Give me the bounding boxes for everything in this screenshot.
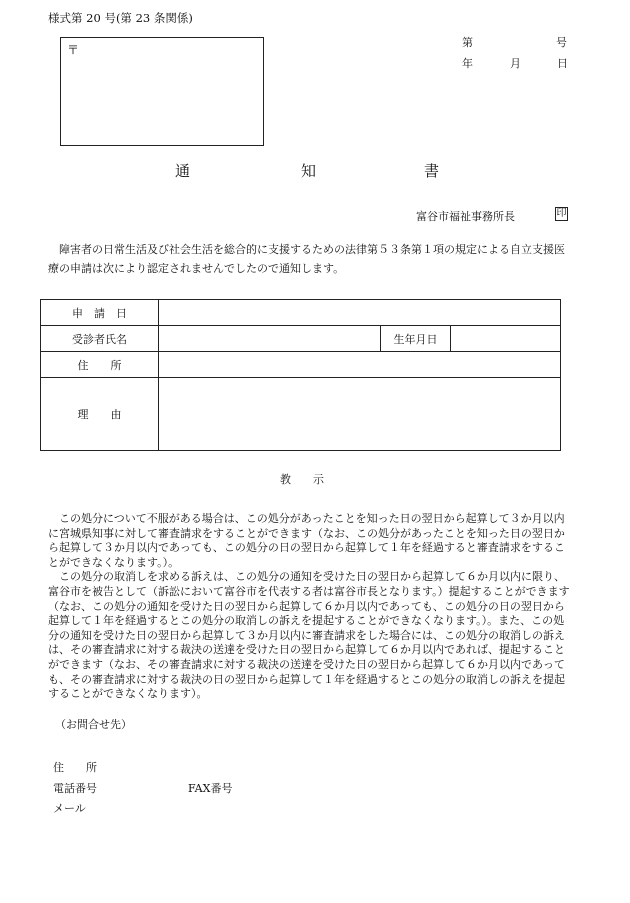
contact-tel-label: 電話番号 bbox=[53, 782, 97, 795]
address-label: 住 所 bbox=[41, 352, 159, 378]
reason-value bbox=[159, 378, 561, 451]
seal-mark: 印 bbox=[556, 208, 567, 219]
doc-number-prefix: 第 bbox=[462, 36, 473, 49]
title-char-2: 知 bbox=[301, 162, 317, 180]
birth-date-value bbox=[451, 326, 561, 352]
reason-label: 理 由 bbox=[41, 378, 159, 451]
contact-heading: （お問合せ先） bbox=[55, 718, 132, 731]
address-window-box bbox=[60, 37, 264, 146]
date-day: 日 bbox=[557, 57, 568, 70]
doc-number-suffix: 号 bbox=[556, 36, 567, 49]
date-month: 月 bbox=[510, 57, 521, 70]
application-date-label: 申 請 日 bbox=[41, 300, 159, 326]
info-table bbox=[40, 299, 561, 451]
date-year: 年 bbox=[462, 57, 473, 70]
instruction-paragraph-1: この処分について不服がある場合は、この処分があったことを知った日の翌日から起算して３か月以内に宮城県知事に対して審査請求をすることができます（なお、この処分があったことを知った日の翌日から起算して３か月以内であっても、この処分の日の翌日から起算して１年を経過すると審査請求をすることができなくなります。）。 bbox=[48, 512, 565, 569]
instruction-paragraph-2: この処分の取消しを求める訴えは、この処分の通知を受けた日の翌日から起算して６か月以内に限り、富谷市を被告として（訴訟において富谷市を代表する者は富谷市長となります。）提起することができます（なお、この処分の通知を受けた日の翌日から起算して６か月以内であっても、この処分の日の翌日から起算して１年を経過するとこの処分の取消しの訴えを提起することができなくなります。）。また、この処分の通知を受けた日の翌日から起算して３か月以内に審査請求をした場合には、この処分の取消しの訴えは、その審査請求に対する裁決の送達を受けた日の翌日から起算して６か月以内であれば、提起することができます（なお、その審査請求に対する裁決の送達を受けた日の翌日から起算して６か月以内であっても、その審査請求に対する裁決の日の翌日から起算して１年を経過するとこの処分の取消しの訴えを提起することができなくなります）。 bbox=[48, 570, 570, 701]
title-char-1: 通 bbox=[175, 162, 191, 180]
contact-fax-label: FAX番号 bbox=[188, 782, 233, 795]
patient-name-value bbox=[159, 326, 381, 352]
issuer-name: 富谷市福祉事務所長 bbox=[416, 210, 515, 223]
patient-name-label: 受診者氏名 bbox=[41, 326, 159, 352]
postal-mark: 〒 bbox=[67, 43, 80, 57]
contact-address-label: 住 所 bbox=[53, 761, 97, 774]
title-char-3: 書 bbox=[424, 162, 440, 180]
instruction-title: 教 示 bbox=[280, 473, 324, 486]
instruction-body bbox=[48, 512, 570, 702]
birth-date-label: 生年月日 bbox=[381, 326, 451, 352]
form-number: 様式第 20 号(第 23 条関係) bbox=[48, 11, 193, 25]
application-date-value bbox=[159, 300, 561, 326]
intro-paragraph: 障害者の日常生活及び社会生活を総合的に支援するための法律第５３条第１項の規定による自立支援医療の申請は次により認定されませんでしたので通知します。 bbox=[48, 243, 565, 275]
address-value bbox=[159, 352, 561, 378]
contact-mail-label: メール bbox=[53, 802, 86, 815]
